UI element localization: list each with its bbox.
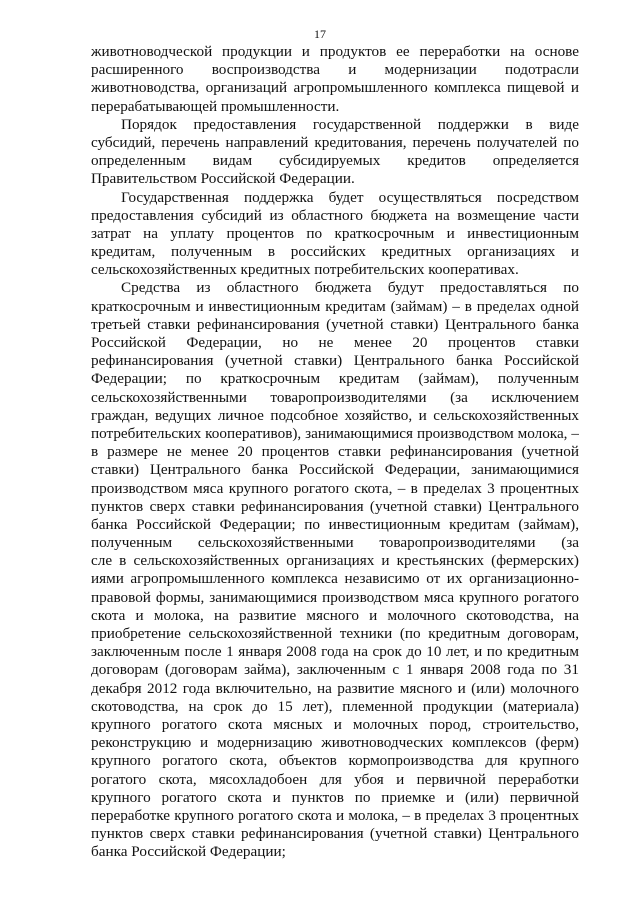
text-line: банка Российской Федерации; — [91, 843, 286, 861]
text-line: граждан, ведущих личное подсобное хозяйство, и сельскохозяйственных — [91, 406, 579, 424]
page-number: 17 — [314, 27, 326, 41]
text-line: реконструкцию и модернизацию животноводческих комплексов (ферм) — [91, 734, 579, 752]
text-line: скота и молока, на развитие мясного и молочного скотоводства, на — [91, 606, 579, 624]
text-line: крупного рогатого скота мясных и молочных пород, строительство, — [91, 715, 579, 733]
text-line: иями агропромышленного комплекса независимо от их организационно- — [91, 570, 579, 588]
text-line: рогатого скота, мясохладобоен для убоя и первичной переработки — [91, 770, 579, 788]
text-line: перерабатывающей промышленности. — [91, 97, 340, 115]
text-line: пунктов сверх ставки рефинансирования (учетной ставки) Центрального — [91, 825, 579, 843]
body-text — [91, 43, 579, 861]
text-line: Порядок предоставления государственной поддержки в виде — [121, 115, 579, 133]
text-line: крупного рогатого скота и пунктов по приемке и (или) первичной — [91, 788, 579, 806]
text-line: сельскохозяйственными товаропроизводителями (за исключением — [91, 388, 579, 406]
text-line: определенным видам субсидируемых кредитов определяется — [91, 152, 579, 170]
text-line: полученным сельскохозяйственными товаропроизводителями (за — [91, 534, 579, 552]
text-line: затрат на уплату процентов по краткосрочным и инвестиционным — [91, 224, 579, 242]
text-line: заключенным после 1 января 2008 года на срок до 10 лет, и по кредитным — [91, 643, 579, 661]
text-line: краткосрочным и инвестиционным кредитам (займам) – в пределах одной — [91, 297, 579, 315]
text-line: субсидий, перечень направлений кредитования, перечень получателей по — [91, 133, 579, 151]
text-line: производством мяса крупного рогатого скота, – в пределах 3 процентных — [91, 479, 579, 497]
text-line: Средства из областного бюджета будут предоставляться по — [121, 279, 579, 297]
text-line: сельскохозяйственных кредитных потребительских кооперативах. — [91, 261, 519, 279]
text-line: предоставления субсидий из областного бюджета на возмещение части — [91, 206, 579, 224]
text-line: переработке крупного рогатого скота и молока, – в пределах 3 процентных — [91, 806, 579, 824]
text-line: потребительских кооперативов), занимающимися производством молока, – — [91, 424, 579, 442]
text-line: животноводства, организаций агропромышленного комплекса пищевой и — [91, 79, 579, 97]
text-line: кредитам, полученным в российских кредитных организациях и — [91, 243, 579, 261]
text-line: рефинансирования (учетной ставки) Центрального банка Российской — [91, 352, 579, 370]
text-line: приобретение сельскохозяйственной техники (по кредитным договорам, — [91, 625, 579, 642]
text-line: Российской Федерации, но не менее 20 процентов ставки — [91, 334, 579, 351]
text-line: Государственная поддержка будет осуществляться посредством — [121, 188, 579, 206]
text-line: скотоводства, на срок до 15 лет), племенной продукции (материала) — [91, 697, 579, 715]
text-line: животноводческой продукции и продуктов ее переработки на основе — [91, 43, 579, 60]
text-line: ставки) Центрального банка Российской Федерации, занимающимися — [91, 461, 579, 479]
text-line: договорам (договорам займа), заключенным с 1 января 2008 года по 31 — [91, 661, 579, 679]
text-line: расширенного воспроизводства и модернизации подотрасли — [91, 61, 579, 79]
text-line: декабря 2012 года включительно, на развитие мясного и (или) молочного — [91, 679, 579, 697]
text-line: Федерации; по краткосрочным кредитам (займам), полученным — [91, 370, 579, 388]
text-line: в размере не менее 20 процентов ставки рефинансирования (учетной — [91, 443, 579, 461]
text-line: пунктов сверх ставки рефинансирования (учетной ставки) Центрального — [91, 497, 579, 515]
text-line: крупного рогатого скота, объектов кормопроизводства для крупного — [91, 752, 579, 770]
text-line: правовой формы, занимающимися производством мяса крупного рогатого — [91, 588, 579, 606]
text-line: третьей ставки рефинансирования (учетной ставки) Центрального банка — [91, 315, 579, 333]
text-line: Правительством Российской Федерации. — [91, 170, 355, 188]
text-line: сле в сельскохозяйственных организациях и крестьянских (фермерских) — [91, 552, 579, 570]
text-line: банка Российской Федерации; по инвестиционным кредитам (займам), — [91, 515, 579, 533]
